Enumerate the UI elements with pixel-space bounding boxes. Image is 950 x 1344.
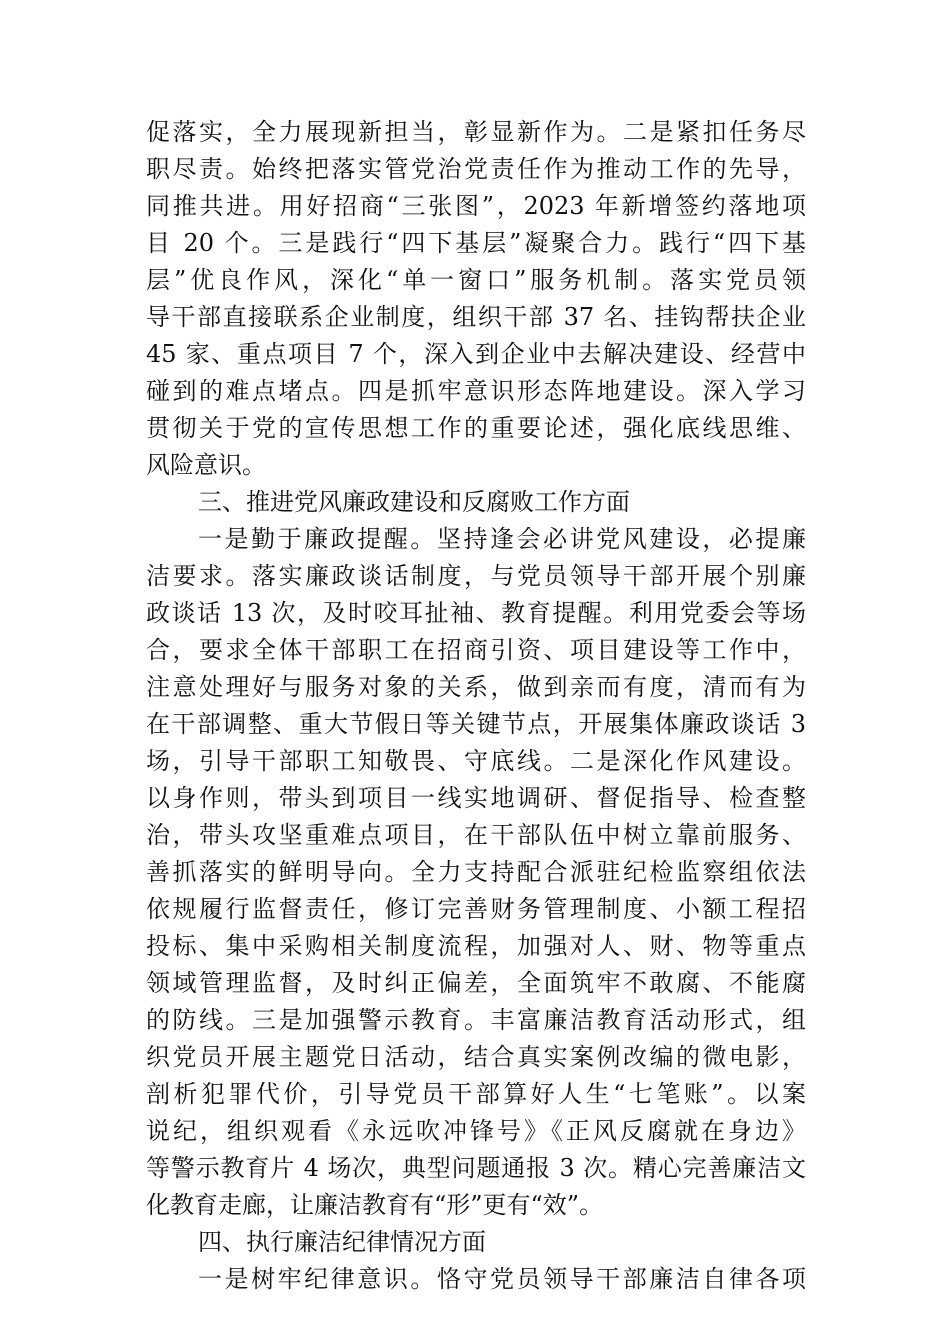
body-line: 化教育走廊，让廉洁教育有“形”更有“效”。 [146, 1191, 604, 1219]
body-line: 在干部调整、重大节假日等关键节点，开展集体廉政谈话 3 [146, 710, 806, 738]
body-line: 同推共进。用好招商“三张图”，2023 年新增签约落地项 [146, 192, 806, 220]
body-line: 洁要求。落实廉政谈话制度，与党员领导干部开展个别廉 [146, 562, 806, 590]
body-line: 说纪，组织观看《永远吹冲锋号》《正风反腐就在身边》 [146, 1117, 806, 1145]
section-heading-4: 四、执行廉洁纪律情况方面 [198, 1228, 486, 1256]
body-line: 治，带头攻坚重难点项目，在干部队伍中树立靠前服务、 [146, 821, 806, 849]
body-line: 碰到的难点堵点。四是抓牢意识形态阵地建设。深入学习 [146, 377, 806, 405]
body-line: 政谈话 13 次，及时咬耳扯袖、教育提醒。利用党委会等场 [146, 599, 806, 627]
body-line: 45 家、重点项目 7 个，深入到企业中去解决建设、经营中 [146, 340, 806, 368]
body-line: 场，引导干部职工知敬畏、守底线。二是深化作风建设。 [146, 747, 806, 775]
body-line: 导干部直接联系企业制度，组织干部 37 名、挂钩帮扶企业 [146, 303, 806, 331]
body-line: 以身作则，带头到项目一线实地调研、督促指导、检查整 [146, 784, 806, 812]
document-body [146, 114, 806, 1298]
body-line: 职尽责。始终把落实管党治党责任作为推动工作的先导， [146, 155, 806, 183]
body-line: 织党员开展主题党日活动，结合真实案例改编的微电影， [146, 1043, 806, 1071]
body-line: 依规履行监督责任，修订完善财务管理制度、小额工程招 [146, 895, 806, 923]
body-line: 风险意识。 [146, 451, 266, 479]
paragraph-first-line: 一是树牢纪律意识。恪守党员领导干部廉洁自律各项 [198, 1265, 806, 1293]
body-line: 剖析犯罪代价，引导党员干部算好人生“七笔账”。以案 [146, 1080, 806, 1108]
body-line: 层”优良作风，深化“单一窗口”服务机制。落实党员领 [146, 266, 806, 294]
paragraph-first-line: 一是勤于廉政提醒。坚持逢会必讲党风建设，必提廉 [198, 525, 806, 553]
body-line: 的防线。三是加强警示教育。丰富廉洁教育活动形式，组 [146, 1006, 806, 1034]
body-line: 贯彻关于党的宣传思想工作的重要论述，强化底线思维、 [146, 414, 806, 442]
body-line: 领域管理监督，及时纠正偏差，全面筑牢不敢腐、不能腐 [146, 969, 806, 997]
body-line: 目 20 个。三是践行“四下基层”凝聚合力。践行“四下基 [146, 229, 806, 257]
body-line: 注意处理好与服务对象的关系，做到亲而有度，清而有为 [146, 673, 806, 701]
body-line: 投标、集中采购相关制度流程，加强对人、财、物等重点 [146, 932, 806, 960]
body-line: 促落实，全力展现新担当，彰显新作为。二是紧扣任务尽 [146, 118, 806, 146]
body-line: 合，要求全体干部职工在招商引资、项目建设等工作中， [146, 636, 806, 664]
section-heading-3: 三、推进党风廉政建设和反腐败工作方面 [198, 488, 630, 516]
body-line: 善抓落实的鲜明导向。全力支持配合派驻纪检监察组依法 [146, 858, 806, 886]
body-line: 等警示教育片 4 场次，典型问题通报 3 次。精心完善廉洁文 [146, 1154, 806, 1182]
